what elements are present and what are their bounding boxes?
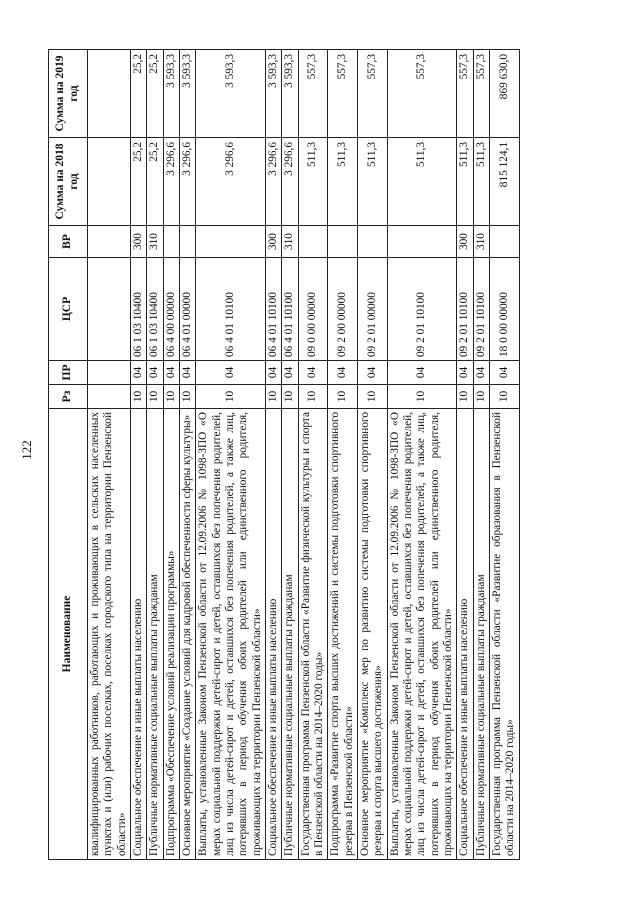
row-sum-2019: 557,3 — [387, 50, 457, 138]
rotated-page — [48, 50, 588, 860]
row-csr: 06 1 03 10400 — [147, 258, 163, 361]
row-name: Публичные нормативные социальные выплаты гражданам — [282, 409, 298, 860]
row-name: Социальное обеспечение и иные выплаты населению — [130, 409, 146, 860]
row-name: Государственная программа Пензенской области «Развитие образования в Пензенской области на 2014–2020 годы» — [489, 409, 519, 860]
table-row — [147, 50, 163, 860]
row-rz: 10 — [489, 385, 519, 409]
row-vr — [387, 226, 457, 258]
header-pr: ПР — [49, 361, 88, 385]
row-sum-2018: 3 296,6 — [265, 138, 281, 226]
row-sum-2019: 3 593,3 — [179, 50, 195, 138]
header-vr: ВР — [49, 226, 88, 258]
row-sum-2018: 511,3 — [298, 138, 328, 226]
row-pr: 04 — [489, 361, 519, 385]
row-vr: 310 — [282, 226, 298, 258]
header-sum-2019: Сумма на 2019 год — [49, 50, 88, 138]
row-pr: 04 — [298, 361, 328, 385]
row-sum-2018: 3 296,6 — [163, 138, 179, 226]
row-csr: 09 2 00 00000 — [328, 258, 358, 361]
row-csr: 09 2 01 10100 — [457, 258, 473, 361]
row-rz: 10 — [357, 385, 387, 409]
row-csr: 06 1 03 10400 — [130, 258, 146, 361]
row-pr: 04 — [147, 361, 163, 385]
row-pr — [88, 361, 131, 385]
row-pr: 04 — [328, 361, 358, 385]
row-rz: 10 — [282, 385, 298, 409]
row-pr: 04 — [457, 361, 473, 385]
row-name: Выплаты, установленные Законом Пензенской области от 12.09.2006 № 1098-ЗПО «О мерах социальной поддержки детей-сирот и детей, оставшихся без попечения родителей, лиц из числа детей-сирот и детей, оставшихся без попечения родителей, а также лиц, потерявших в период обучения обоих родителей или единственного родителя, проживающих на территории Пензенской области» — [387, 409, 457, 860]
row-vr: 300 — [265, 226, 281, 258]
row-pr: 04 — [196, 361, 266, 385]
row-pr: 04 — [473, 361, 489, 385]
row-sum-2019: 3 593,3 — [265, 50, 281, 138]
table-row — [298, 50, 328, 860]
row-pr: 04 — [357, 361, 387, 385]
header-row — [49, 50, 88, 860]
row-sum-2018: 3 296,6 — [179, 138, 195, 226]
row-rz: 10 — [473, 385, 489, 409]
row-rz: 10 — [328, 385, 358, 409]
row-rz: 10 — [163, 385, 179, 409]
row-vr: 300 — [130, 226, 146, 258]
row-sum-2019 — [88, 50, 131, 138]
table-row — [387, 50, 457, 860]
row-sum-2018: 511,3 — [328, 138, 358, 226]
table-row — [328, 50, 358, 860]
row-vr — [163, 226, 179, 258]
row-name: Подпрограмма «Развитие спорта высших достижений и системы подготовки спортивного резерва в Пензенской области» — [328, 409, 358, 860]
row-sum-2018: 815 124,1 — [489, 138, 519, 226]
row-sum-2019: 557,3 — [298, 50, 328, 138]
row-sum-2019: 557,3 — [473, 50, 489, 138]
table-row — [265, 50, 281, 860]
row-pr: 04 — [179, 361, 195, 385]
row-name: Государственная программа Пензенской области «Развитие физической культуры и спорта в Пензенской области на 2014–2020 годы» — [298, 409, 328, 860]
table-row — [130, 50, 146, 860]
row-vr: 300 — [457, 226, 473, 258]
header-rz: Рз — [49, 385, 88, 409]
budget-table — [48, 49, 520, 860]
row-vr: 310 — [473, 226, 489, 258]
row-rz: 10 — [387, 385, 457, 409]
row-rz: 10 — [130, 385, 146, 409]
row-sum-2019: 3 593,3 — [163, 50, 179, 138]
row-rz: 10 — [179, 385, 195, 409]
row-name: квалифицированных работников, работающих и проживающих в сельских населенных пунктах и (или) рабочих поселках, поселках городского типа на территории Пензенской области» — [88, 409, 131, 860]
row-sum-2019: 25,2 — [130, 50, 146, 138]
row-rz: 10 — [147, 385, 163, 409]
page-number: 122 — [19, 440, 34, 460]
row-sum-2018: 511,3 — [473, 138, 489, 226]
row-csr: 09 2 01 10100 — [387, 258, 457, 361]
row-name: Подпрограмма «Обеспечение условий реализации программы» — [163, 409, 179, 860]
row-name: Социальное обеспечение и иные выплаты населению — [265, 409, 281, 860]
row-sum-2019: 557,3 — [328, 50, 358, 138]
row-sum-2019: 869 630,0 — [489, 50, 519, 138]
table-row — [163, 50, 179, 860]
row-vr — [196, 226, 266, 258]
table-row — [282, 50, 298, 860]
row-vr — [298, 226, 328, 258]
table-row — [179, 50, 195, 860]
row-pr: 04 — [163, 361, 179, 385]
row-name: Основное мероприятие «Комплекс мер по развитию системы подготовки спортивного резерва и спорта высшего достижения» — [357, 409, 387, 860]
row-sum-2019: 25,2 — [147, 50, 163, 138]
row-name: Основное мероприятие «Создание условий для кадровой обеспеченности сферы культуры» — [179, 409, 195, 860]
row-vr — [179, 226, 195, 258]
row-rz: 10 — [457, 385, 473, 409]
row-rz: 10 — [265, 385, 281, 409]
table-row — [473, 50, 489, 860]
table-row — [457, 50, 473, 860]
row-rz: 10 — [298, 385, 328, 409]
row-sum-2018: 511,3 — [457, 138, 473, 226]
row-vr: 310 — [147, 226, 163, 258]
row-csr: 06 4 00 00000 — [163, 258, 179, 361]
header-sum-2018: Сумма на 2018 год — [49, 138, 88, 226]
row-vr — [357, 226, 387, 258]
row-name: Выплаты, установленные Законом Пензенской области от 12.09.2006 № 1098-ЗПО «О мерах социальной поддержки детей-сирот и детей, оставшихся без попечения родителей, лиц из числа детей-сирот и детей, оставшихся без попечения родителей, а также лиц, потерявших в период обучения обоих родителей или единственного родителя, проживающих на территории Пензенской области» — [196, 409, 266, 860]
row-csr — [88, 258, 131, 361]
row-sum-2019: 557,3 — [457, 50, 473, 138]
row-rz — [88, 385, 131, 409]
row-sum-2018: 25,2 — [130, 138, 146, 226]
row-csr: 18 0 00 00000 — [489, 258, 519, 361]
row-csr: 09 2 01 00000 — [357, 258, 387, 361]
row-csr: 06 4 01 00000 — [179, 258, 195, 361]
header-name: Наименование — [49, 409, 88, 860]
row-pr: 04 — [130, 361, 146, 385]
row-rz: 10 — [196, 385, 266, 409]
row-csr: 06 4 01 10100 — [196, 258, 266, 361]
row-csr: 09 2 01 10100 — [473, 258, 489, 361]
row-name: Публичные нормативные социальные выплаты гражданам — [473, 409, 489, 860]
row-vr — [88, 226, 131, 258]
row-sum-2018: 25,2 — [147, 138, 163, 226]
header-csr: ЦСР — [49, 258, 88, 361]
table-row — [357, 50, 387, 860]
table-row — [88, 50, 131, 860]
row-sum-2019: 557,3 — [357, 50, 387, 138]
row-vr — [328, 226, 358, 258]
row-sum-2018 — [88, 138, 131, 226]
row-csr: 09 0 00 00000 — [298, 258, 328, 361]
row-sum-2018: 3 296,6 — [282, 138, 298, 226]
table-row — [489, 50, 519, 860]
row-pr: 04 — [387, 361, 457, 385]
row-sum-2018: 511,3 — [357, 138, 387, 226]
table-row — [196, 50, 266, 860]
row-sum-2018: 511,3 — [387, 138, 457, 226]
row-csr: 06 4 01 10100 — [282, 258, 298, 361]
row-sum-2018: 3 296,6 — [196, 138, 266, 226]
row-pr: 04 — [265, 361, 281, 385]
row-csr: 06 4 01 10100 — [265, 258, 281, 361]
row-sum-2019: 3 593,3 — [196, 50, 266, 138]
row-sum-2019: 3 593,3 — [282, 50, 298, 138]
row-vr — [489, 226, 519, 258]
row-pr: 04 — [282, 361, 298, 385]
row-name: Публичные нормативные социальные выплаты гражданам — [147, 409, 163, 860]
row-name: Социальное обеспечение и иные выплаты населению — [457, 409, 473, 860]
